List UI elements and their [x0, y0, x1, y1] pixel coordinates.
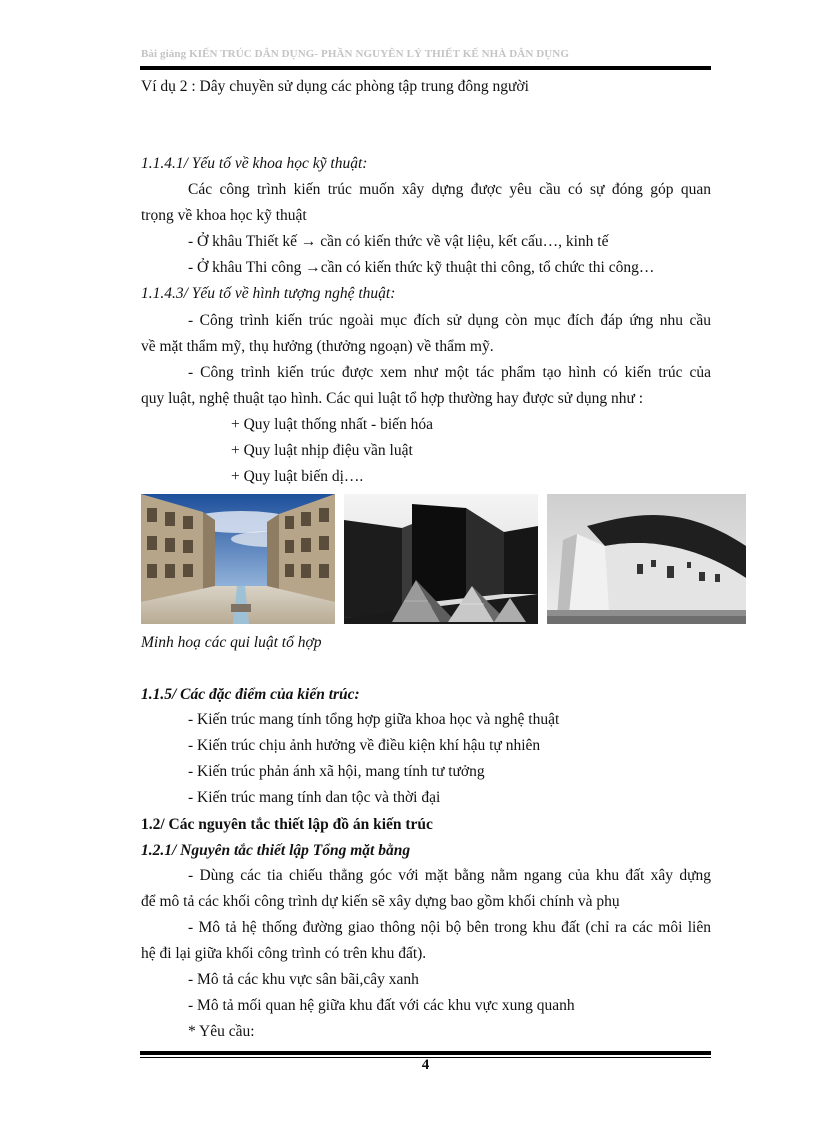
paragraph-line: về mặt thẩm mỹ, thụ hưởng (thưởng ngoạn) về thẩm mỹ.: [141, 338, 494, 355]
chapel-photo: [547, 494, 746, 624]
paragraph-line: - Dùng các tia chiếu thẳng góc với mặt bằng nằm ngang của khu đất xây dựng: [188, 867, 711, 884]
section-heading-12: 1.2/ Các nguyên tắc thiết lập đồ án kiến trúc: [141, 816, 433, 833]
section-heading-115: 1.1.5/ Các đặc điểm của kiến trúc:: [141, 686, 360, 703]
section-heading-1143: 1.1.4.3/ Yếu tố về hình tượng nghệ thuật:: [141, 285, 396, 302]
bullet-line: - Kiến trúc chịu ảnh hưởng về điều kiện khí hậu tự nhiên: [188, 737, 541, 754]
requirements-label: * Yêu cầu:: [188, 1023, 255, 1040]
paragraph-line: hệ đi lại giữa khối công trình có trên khu đất).: [141, 945, 427, 962]
footer-rule: [140, 1051, 711, 1055]
section-heading-121: 1.2.1/ Nguyên tắc thiết lập Tổng mặt bằng: [141, 842, 411, 859]
paragraph-line: để mô tả các khối công trình dự kiến sẽ xây dựng bao gồm khối chính và phụ: [141, 893, 620, 910]
courtyard-photo: [141, 494, 335, 624]
paragraph-line: Các công trình kiến trúc muốn xây dựng được yêu cầu có sự đóng góp quan: [188, 181, 711, 198]
rule-item: + Quy luật biến dị….: [231, 468, 364, 485]
header-rule: [140, 66, 711, 70]
bullet-line: - Kiến trúc mang tính dan tộc và thời đại: [188, 789, 441, 806]
paragraph-line: trọng về khoa học kỹ thuật: [141, 207, 307, 224]
page-number: 4: [421, 1057, 430, 1073]
rule-item: + Quy luật thống nhất - biến hóa: [231, 416, 434, 433]
geometric-museum-photo: [344, 494, 538, 624]
example-caption: Ví dụ 2 : Dây chuyền sử dụng các phòng tập trung đông người: [141, 78, 529, 95]
paragraph-line: - Công trình kiến trúc được xem như một tác phẩm tạo hình có kiến trúc của: [188, 364, 711, 381]
bullet-line: - Kiến trúc mang tính tổng hợp giữa khoa học và nghệ thuật: [188, 711, 560, 728]
running-header: Bài giảng KIẾN TRÚC DÂN DỤNG- PHẦN NGUYÊN LÝ THIẾT KẾ NHÀ DÂN DỤNG: [141, 48, 570, 60]
paragraph-line: quy luật, nghệ thuật tạo hình. Các qui luật tổ hợp thường hay được sử dụng như :: [141, 390, 644, 407]
bullet-line: - Mô tả mối quan hệ giữa khu đất với các khu vực xung quanh: [188, 997, 575, 1014]
figure-caption: Minh hoạ các qui luật tổ hợp: [141, 634, 322, 651]
paragraph-line: - Mô tả hệ thống đường giao thông nội bộ bên trong khu đất (chỉ ra các môi liên: [188, 919, 711, 936]
bullet-line: - Mô tả các khu vực sân bãi,cây xanh: [188, 971, 419, 988]
paragraph-line: - Công trình kiến trúc ngoài mục đích sử dụng còn mục đích đáp ứng nhu cầu: [188, 312, 711, 329]
bullet-line: - Kiến trúc phản ánh xã hội, mang tính tư tưởng: [188, 763, 485, 780]
bullet-line: - Ở khâu Thiết kế → cần có kiến thức về vật liệu, kết cấu…, kinh tế: [188, 233, 609, 250]
section-heading-1141: 1.1.4.1/ Yếu tố về khoa học kỹ thuật:: [141, 155, 368, 172]
rule-item: + Quy luật nhịp điệu vần luật: [231, 442, 413, 459]
bullet-line: - Ở khâu Thi công →cần có kiến thức kỹ thuật thi công, tổ chức thi công…: [188, 259, 655, 276]
